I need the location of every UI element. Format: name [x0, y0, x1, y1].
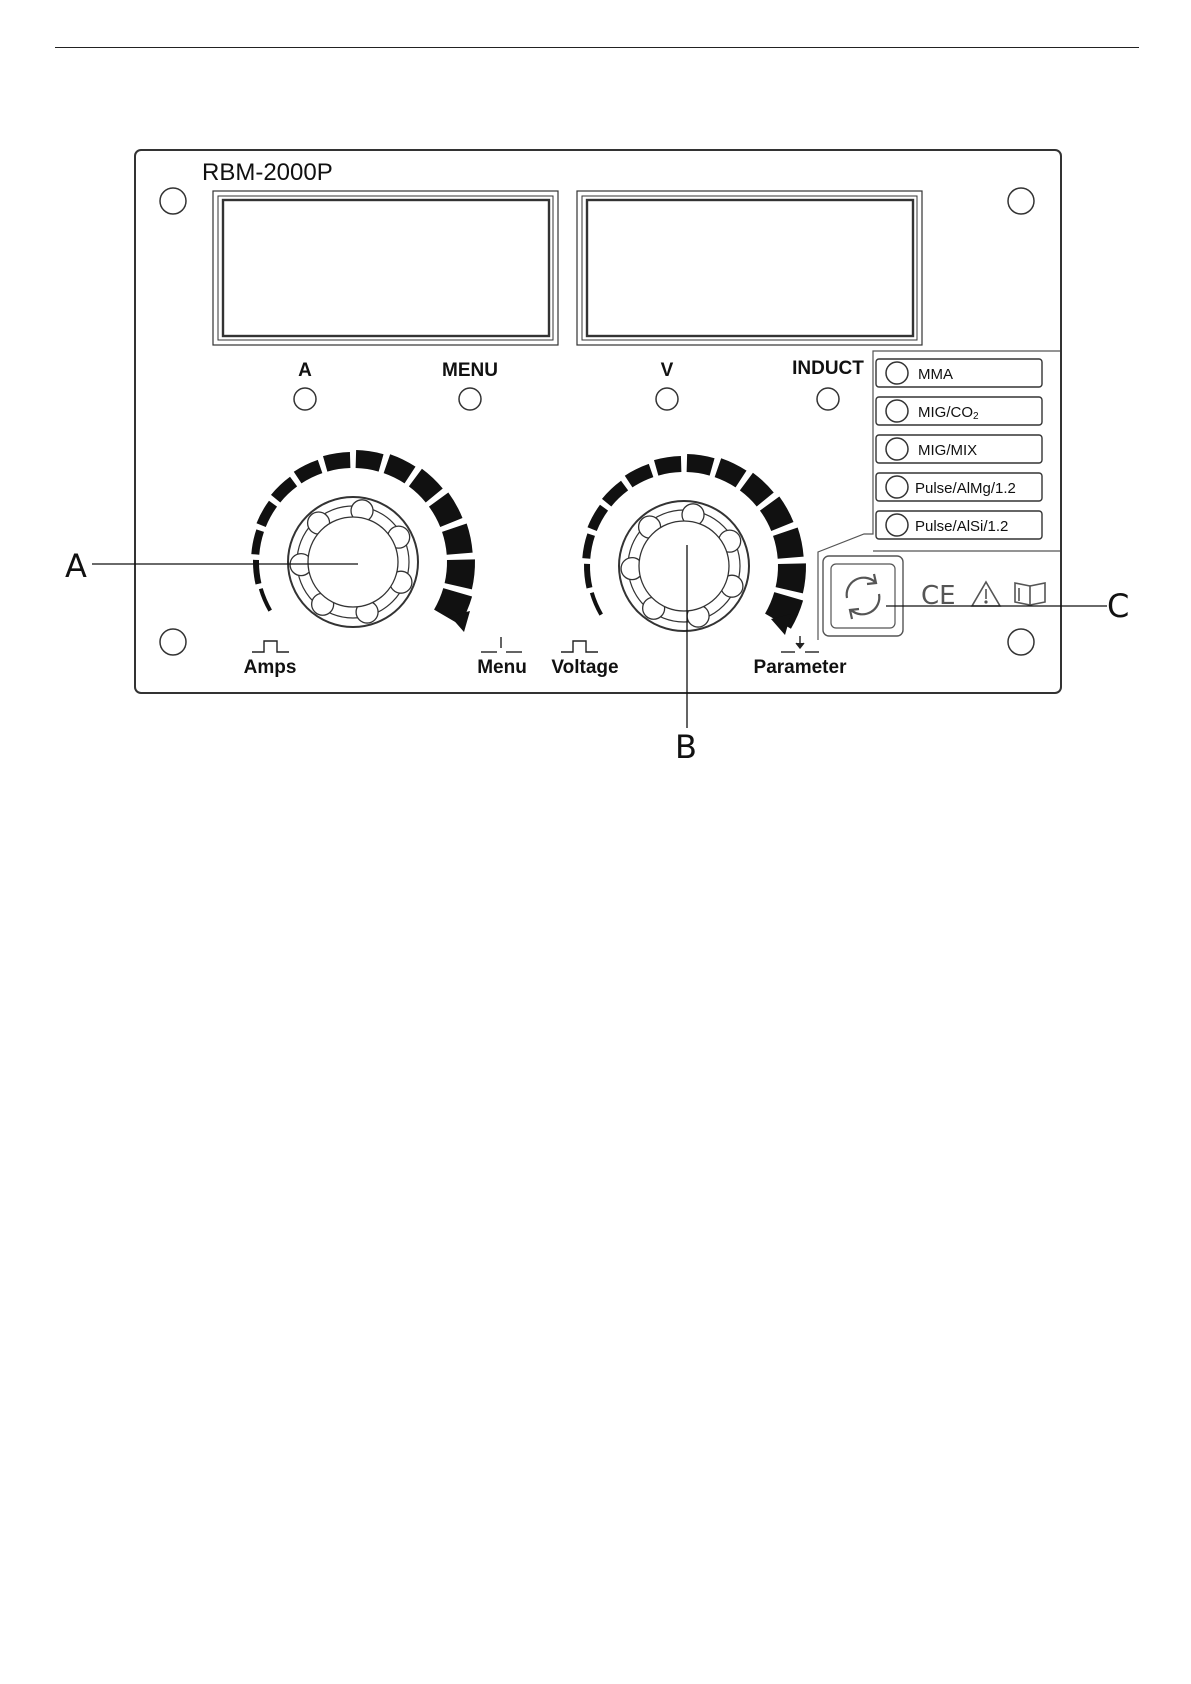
knob-voltage-scale-segment: [587, 505, 608, 531]
knob-voltage-scale-segment: [590, 592, 603, 615]
step-symbol-amps: [252, 641, 289, 652]
knob-voltage-scale-segment: [584, 564, 592, 589]
knob-voltage-end-label: Parameter: [753, 657, 847, 678]
mode-label-mig-mix: MIG/MIX: [918, 442, 978, 459]
knob-voltage-grip: [621, 504, 743, 627]
mode-label-pulse-almg: Pulse/AlMg/1.2: [915, 480, 1016, 497]
mode-row-pulse-alsi[interactable]: [876, 511, 1042, 539]
knob-amps-scale-segment: [259, 588, 272, 611]
knob-amps-scale-segment: [384, 454, 416, 483]
knob-amps-scale-segment: [294, 460, 323, 483]
knob-amps-start-label: Amps: [243, 657, 297, 678]
cycle-button[interactable]: [823, 556, 903, 636]
knob-amps-scale-segment: [409, 469, 443, 503]
mode-label-mig-co2: MIG/CO: [918, 404, 973, 421]
knob-voltage-scale-segment: [625, 464, 654, 487]
knob-amps-scale-segment: [445, 559, 475, 589]
knob-voltage-scale-segment: [760, 496, 794, 531]
mode-list: [876, 359, 1042, 539]
svg-text:MIG/CO2: [918, 404, 979, 422]
knob-amps-scale-segment: [356, 450, 384, 472]
knob-amps-scale-segment: [429, 492, 463, 527]
mode-label-pulse-alsi: Pulse/AlSi/1.2: [915, 518, 1009, 535]
knob-amps-scale-segment: [251, 529, 264, 554]
mode-led-mig-co2: [886, 400, 908, 422]
knob-amps[interactable]: [251, 450, 475, 632]
press-symbol-parameter: [781, 636, 819, 652]
mounting-hole-top-right: [1008, 188, 1034, 214]
indicator-led-induct: [817, 388, 839, 410]
mode-led-mig-mix: [886, 438, 908, 460]
knob-amps-cap: [308, 517, 398, 607]
mode-label-mig-co2-subscript: 2: [973, 411, 979, 422]
knob-voltage-scale-segment: [687, 454, 715, 476]
cycle-arrows-icon: [847, 574, 880, 619]
knob-voltage-scale-segment: [773, 528, 804, 559]
knob-voltage-scale-segment: [776, 563, 806, 593]
callout-c-label: C: [1107, 587, 1130, 625]
knob-voltage[interactable]: [582, 454, 806, 635]
callout-b-label: B: [675, 728, 697, 766]
knob-voltage-scale-segment: [582, 533, 595, 558]
indicator-label-menu: MENU: [442, 360, 498, 381]
knob-voltage-scale-segment: [602, 481, 628, 507]
knob-amps-scale-segment: [323, 452, 350, 472]
indicator-label-v: V: [660, 360, 674, 381]
mode-row-pulse-almg[interactable]: [876, 473, 1042, 501]
knob-amps-scale-segment: [256, 501, 277, 527]
callout-a-label: A: [65, 547, 87, 585]
amps-display: [213, 191, 558, 345]
indicator-label-induct: INDUCT: [792, 358, 864, 379]
mounting-hole-top-left: [160, 188, 186, 214]
indicator-label-a: A: [298, 360, 312, 381]
knob-voltage-start-label: Voltage: [551, 657, 619, 678]
knob-amps-scale-segment: [271, 477, 297, 503]
warning-triangle-icon: [972, 582, 1000, 606]
mode-row-mma[interactable]: [876, 359, 1042, 387]
knob-voltage-scale-segment: [715, 458, 747, 487]
ce-mark: CE: [921, 581, 956, 611]
volts-display: [577, 191, 922, 345]
indicator-led-v: [656, 388, 678, 410]
model-name: RBM-2000P: [202, 159, 333, 186]
knob-amps-grip: [290, 500, 412, 623]
knob-voltage-scale-segment: [740, 473, 774, 507]
mode-led-pulse-alsi: [886, 514, 908, 536]
knob-voltage-cap: [639, 521, 729, 611]
mode-row-mig-mix[interactable]: [876, 435, 1042, 463]
mode-led-pulse-almg: [886, 476, 908, 498]
mode-led-mma: [886, 362, 908, 384]
mode-label-mma: MMA: [918, 366, 953, 383]
step-symbol-voltage: [561, 641, 598, 652]
mounting-hole-bottom-right: [1008, 629, 1034, 655]
knob-voltage-scale-segment: [654, 456, 681, 476]
press-symbol-menu: [481, 637, 522, 652]
mode-row-mig-co2[interactable]: [876, 397, 1042, 425]
indicator-led-menu: [459, 388, 481, 410]
mounting-hole-bottom-left: [160, 629, 186, 655]
knob-amps-end-label: Menu: [477, 657, 527, 678]
manual-book-icon: [1015, 583, 1045, 605]
indicator-led-a: [294, 388, 316, 410]
knob-amps-scale-segment: [442, 524, 473, 555]
